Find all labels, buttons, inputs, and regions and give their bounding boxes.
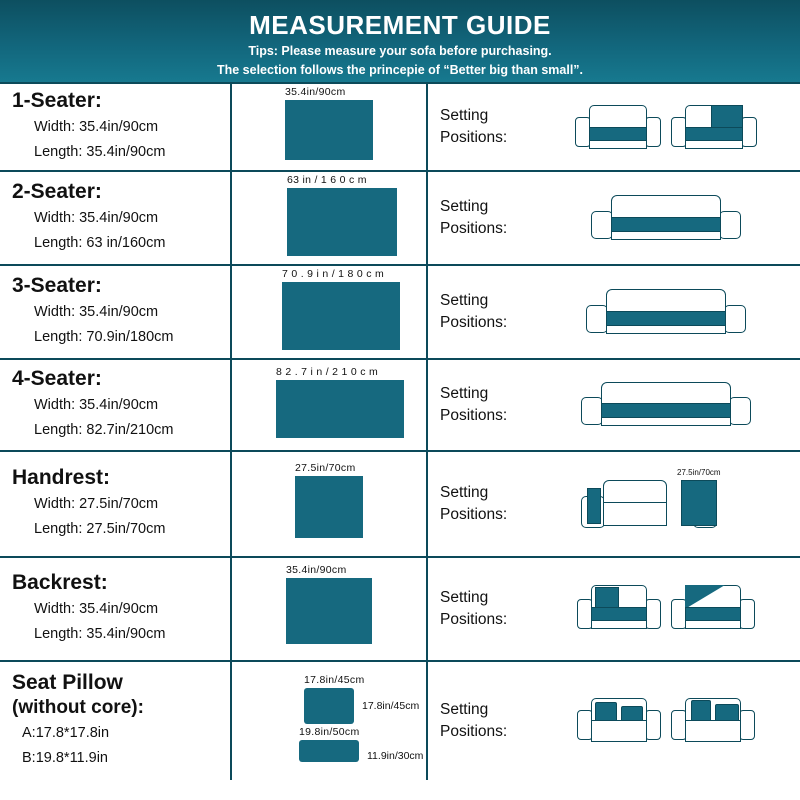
swatch-top-label: 8 2 . 7 i n / 2 1 0 c m xyxy=(276,366,379,378)
handrest-illustration xyxy=(581,466,751,542)
row-width: Width: 35.4in/90cm xyxy=(34,303,159,320)
row-setting-cell xyxy=(428,662,800,780)
pillow-a-top-label: 17.8in/45cm xyxy=(304,674,365,686)
setting-line-2: Positions: xyxy=(440,611,508,628)
setting-illustration xyxy=(540,579,800,639)
swatch-top-label: 35.4in/90cm xyxy=(285,86,346,98)
fabric-swatch xyxy=(287,188,397,256)
fabric-swatch xyxy=(285,100,373,160)
setting-illustration xyxy=(540,466,800,542)
fabric-swatch xyxy=(282,282,400,350)
row-label-cell xyxy=(0,172,232,264)
row-label-cell xyxy=(0,360,232,450)
swatch-top-label: 7 0 . 9 i n / 1 8 0 c m xyxy=(282,268,385,280)
setting-line-1: Setting xyxy=(440,197,489,215)
row-swatch-cell xyxy=(232,662,428,780)
row-title: Handrest: xyxy=(12,465,111,489)
row-setting-cell xyxy=(428,172,800,264)
row-setting-cell xyxy=(428,452,800,556)
pillow-b-side-label: 11.9in/30cm xyxy=(367,750,424,762)
row-label-cell xyxy=(0,662,232,780)
setting-positions-label xyxy=(428,196,540,241)
row-width: A:17.8*17.8in xyxy=(22,724,110,741)
row-width: Width: 35.4in/90cm xyxy=(34,118,159,135)
table-row xyxy=(0,172,800,266)
tip-line-2: The selection follows the princepie of “Better big than small”. xyxy=(216,62,584,77)
row-setting-cell xyxy=(428,84,800,170)
row-label-cell xyxy=(0,452,232,556)
pillow-a-swatch xyxy=(304,688,354,724)
setting-positions-label xyxy=(428,482,540,527)
backrest-illustration-left xyxy=(577,579,661,639)
setting-illustration xyxy=(540,692,800,750)
tip-line-1: Tips: Please measure your sofa before purchasing. xyxy=(248,44,552,58)
setting-line-2: Positions: xyxy=(440,407,508,424)
setting-positions-label xyxy=(428,383,540,428)
row-swatch-cell xyxy=(232,558,428,660)
page-header xyxy=(0,0,800,82)
row-title: 1-Seater: xyxy=(12,88,102,112)
measurement-table xyxy=(0,82,800,780)
row-label-cell xyxy=(0,84,232,170)
row-label-cell xyxy=(0,266,232,358)
row-length: B:19.8*11.9in xyxy=(22,750,108,766)
setting-line-1: Setting xyxy=(440,483,489,501)
row-swatch-cell xyxy=(232,360,428,450)
armchair-seat-illustration-alt xyxy=(671,99,757,155)
table-row xyxy=(0,84,800,172)
setting-line-2: Positions: xyxy=(440,723,508,740)
row-setting-cell xyxy=(428,266,800,358)
pillow-b-top-label: 19.8in/50cm xyxy=(299,726,360,738)
row-length: Length: 70.9in/180cm xyxy=(34,329,174,345)
table-row xyxy=(0,266,800,360)
row-setting-cell xyxy=(428,360,800,450)
row-title: 4-Seater: xyxy=(12,366,102,390)
page-title: MEASUREMENT GUIDE xyxy=(249,10,551,40)
row-width: Width: 35.4in/90cm xyxy=(34,209,159,226)
row-title: Backrest: xyxy=(12,570,108,594)
setting-positions-label xyxy=(428,290,540,335)
row-swatch-cell xyxy=(232,266,428,358)
row-length: Length: 27.5in/70cm xyxy=(34,521,166,537)
table-row xyxy=(0,452,800,558)
fabric-swatch xyxy=(276,380,404,438)
row-length: Length: 82.7in/210cm xyxy=(34,422,174,438)
setting-line-1: Setting xyxy=(440,384,489,402)
row-swatch-cell xyxy=(232,172,428,264)
swatch-top-label: 27.5in/70cm xyxy=(295,462,356,474)
row-setting-cell xyxy=(428,558,800,660)
setting-illustration xyxy=(540,189,800,247)
setting-line-2: Positions: xyxy=(440,220,508,237)
setting-illustration xyxy=(540,377,800,433)
row-label-cell xyxy=(0,558,232,660)
row-length: Length: 35.4in/90cm xyxy=(34,626,166,642)
setting-line-1: Setting xyxy=(440,106,489,124)
row-width: Width: 35.4in/90cm xyxy=(34,600,159,617)
row-title: Seat Pillow xyxy=(12,670,123,694)
handrest-art-label: 27.5in/70cm xyxy=(677,468,721,477)
setting-illustration xyxy=(540,283,800,341)
four-seater-illustration xyxy=(581,377,751,433)
armchair-seat-illustration xyxy=(575,99,661,155)
pillow-illustration-right xyxy=(671,692,755,750)
setting-line-2: Positions: xyxy=(440,314,508,331)
table-row xyxy=(0,558,800,662)
swatch-top-label: 35.4in/90cm xyxy=(286,564,347,576)
row-title: 3-Seater: xyxy=(12,273,102,297)
row-length: Length: 35.4in/90cm xyxy=(34,144,166,160)
three-seater-illustration xyxy=(586,283,746,341)
setting-positions-label xyxy=(428,587,540,632)
row-swatch-cell xyxy=(232,452,428,556)
pillow-illustration-left xyxy=(577,692,661,750)
row-width: Width: 27.5in/70cm xyxy=(34,495,159,512)
setting-line-2: Positions: xyxy=(440,506,508,523)
setting-positions-label xyxy=(428,105,540,150)
setting-line-2: Positions: xyxy=(440,129,508,146)
setting-line-1: Setting xyxy=(440,588,489,606)
row-swatch-cell xyxy=(232,84,428,170)
table-row xyxy=(0,662,800,780)
setting-line-1: Setting xyxy=(440,700,489,718)
setting-positions-label xyxy=(428,699,540,744)
setting-line-1: Setting xyxy=(440,291,489,309)
swatch-top-label: 63 in / 1 6 0 c m xyxy=(287,174,367,186)
pillow-a-side-label: 17.8in/45cm xyxy=(362,700,420,712)
setting-illustration xyxy=(540,99,800,155)
backrest-illustration-right xyxy=(671,579,755,639)
table-row xyxy=(0,360,800,452)
fabric-swatch xyxy=(286,578,372,644)
row-length: Length: 63 in/160cm xyxy=(34,235,166,251)
fabric-swatch xyxy=(295,476,363,538)
row-subtitle: (without core): xyxy=(12,696,144,718)
two-seater-illustration xyxy=(591,189,741,247)
row-title: 2-Seater: xyxy=(12,179,102,203)
row-width: Width: 35.4in/90cm xyxy=(34,396,159,413)
pillow-b-swatch xyxy=(299,740,359,762)
